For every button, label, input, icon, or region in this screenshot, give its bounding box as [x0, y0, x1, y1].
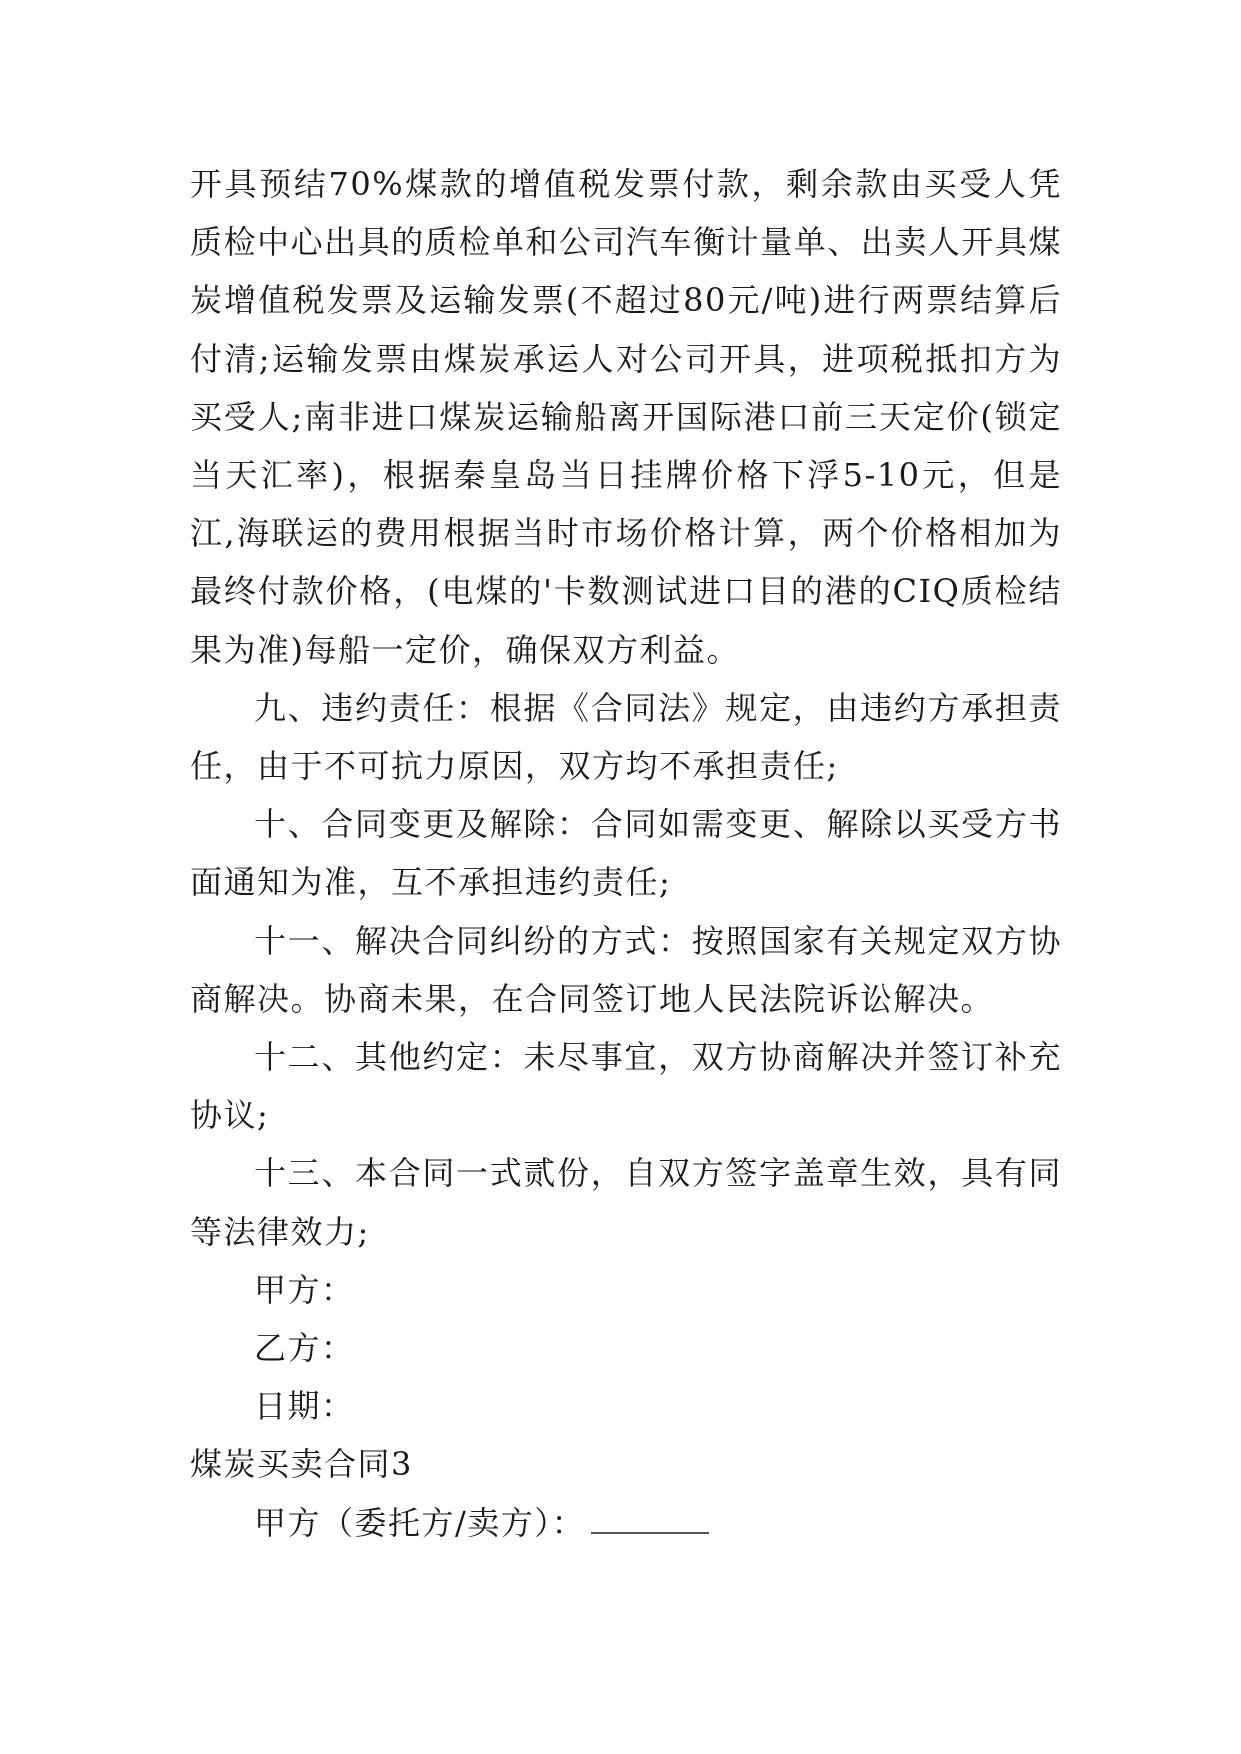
- party-b-signature: 乙方：: [254, 1329, 355, 1368]
- paragraph-clause-11: 十一、解决合同纠纷的方式：按照国家有关规定双方协商解决。协商未果，在合同签订地人民法院诉讼解决。: [190, 921, 1062, 1018]
- paragraph-clause-13: 十三、本合同一式贰份，自双方签字盖章生效，具有同等法律效力;: [190, 1154, 1062, 1251]
- paragraph-payment-terms: 开具预结70%煤款的增值税发票付款，剩余款由买受人凭质检中心出具的质检单和公司汽车衡计量单、出卖人开具煤炭增值税发票及运输发票(不超过80元/吨)进行两票结算后付清;运输发票由煤炭承运人对公司开具，进项税抵扣方为买受人;南非进口煤炭运输船离开国际港口前三天定价(锁定当天汇率)，根据秦皇岛当日挂牌价格下浮5-10元，但是江,海联运的费用根据当时市场价格计算，两个价格相加为最终付款价格，(电煤的'卡数测试进口目的港的CIQ质检结果为准)每船一定价，确保双方利益。: [190, 165, 1062, 669]
- contract-title: 煤炭买卖合同3: [190, 1445, 413, 1484]
- party-a-signature: 甲方：: [254, 1270, 355, 1309]
- document-page: [190, 155, 1062, 1552]
- signature-date: 日期：: [254, 1387, 355, 1426]
- party-a-blank: [591, 1506, 709, 1534]
- paragraph-clause-9: 九、违约责任：根据《合同法》规定，由违约方承担责任，由于不可抗力原因，双方均不承担责任;: [190, 688, 1062, 786]
- party-a-line: [190, 1494, 1062, 1552]
- party-a-label: 甲方（委托方/卖方）：: [254, 1503, 586, 1542]
- paragraph-clause-12: 十二、其他约定：未尽事宜，双方协商解决并签订补充协议;: [190, 1038, 1062, 1135]
- paragraph-clause-10: 十、合同变更及解除：合同如需变更、解除以买受方书面通知为准，互不承担违约责任;: [190, 805, 1062, 902]
